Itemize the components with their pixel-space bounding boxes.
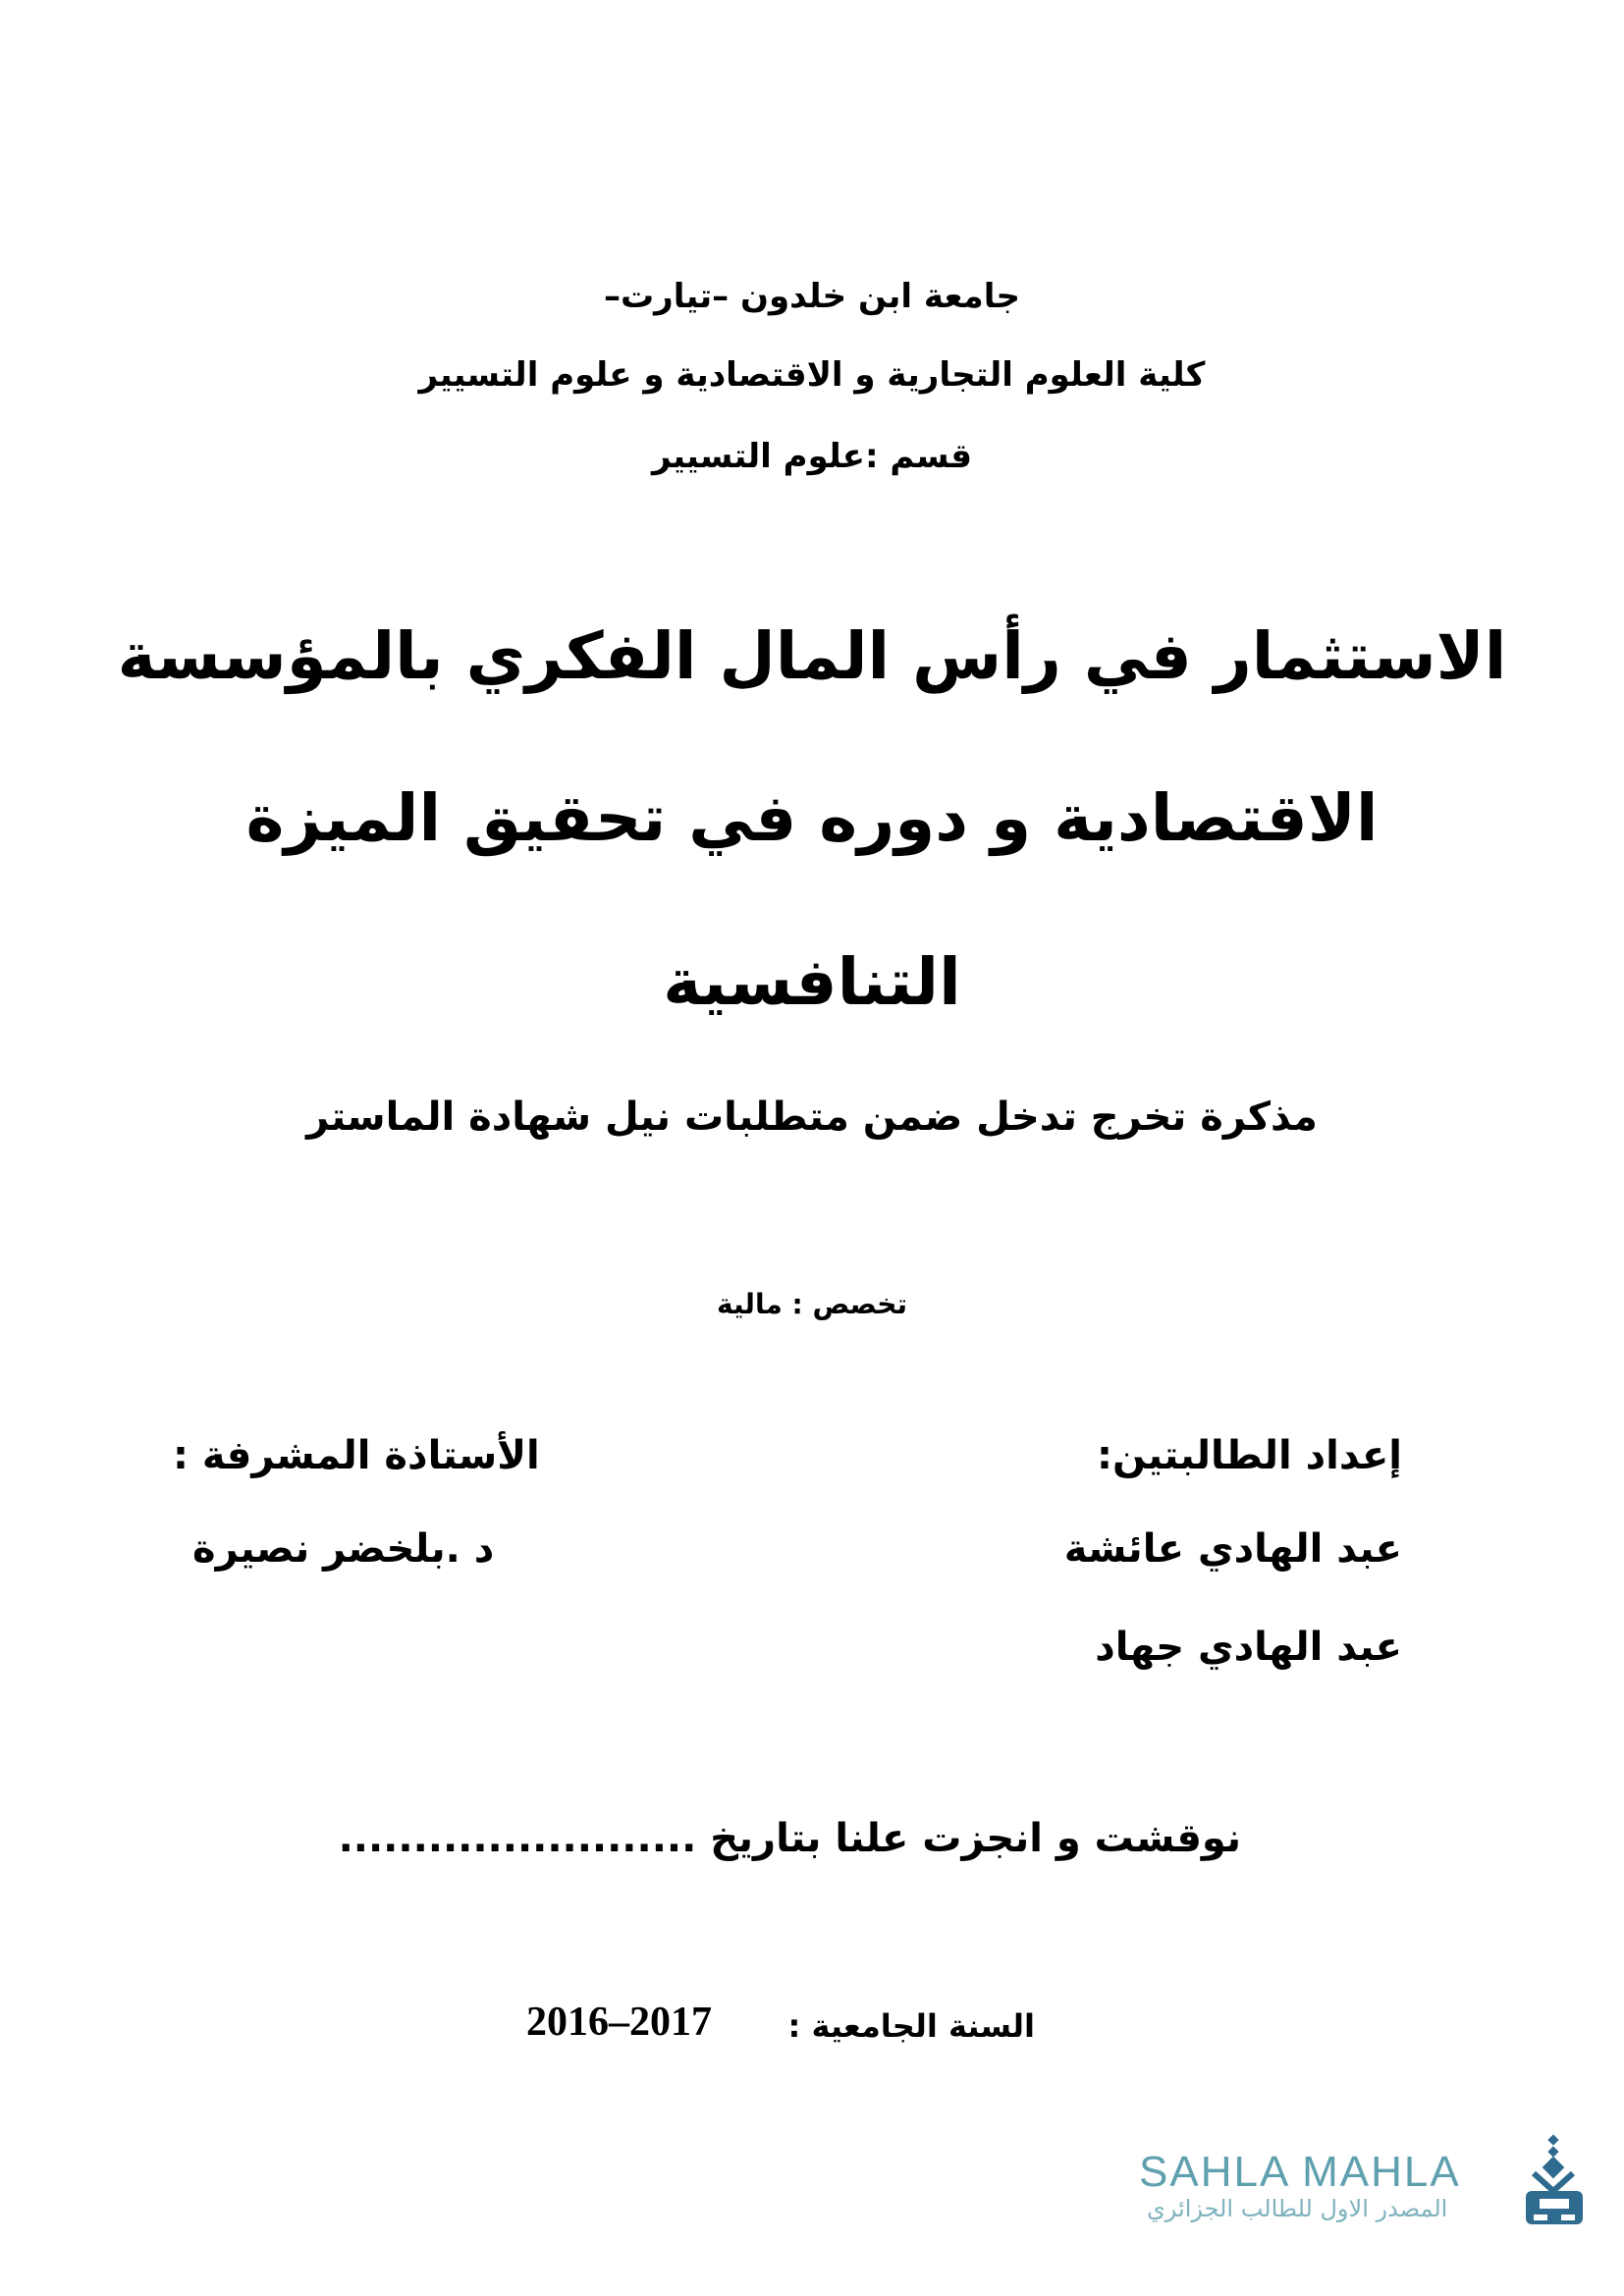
- academic-year-label: السنة الجامعية :: [787, 2007, 1035, 2045]
- supervisor-name: د .بلخضر نصيرة: [192, 1526, 495, 1572]
- students-label: إعداد الطالبتين:: [1096, 1433, 1402, 1478]
- university-name: جامعة ابن خلدون –تيارت–: [604, 277, 1020, 316]
- student-name: عبد الهادي جهاد: [1095, 1625, 1402, 1670]
- thesis-subtitle: مذكرة تخرج تدخل ضمن متطلبات نيل شهادة الماستر: [306, 1095, 1318, 1140]
- specialty: تخصص : مالية: [717, 1288, 907, 1320]
- thesis-title-line-3: التنافسية: [663, 944, 961, 1020]
- sahla-mahla-logo: [1139, 2130, 1591, 2238]
- logo-tagline: المصدر الاول للطالب الجزائري: [1147, 2195, 1448, 2222]
- thesis-title-line-2: الاقتصادية و دوره في تحقيق الميزة: [245, 780, 1379, 856]
- faculty-name: كلية العلوم التجارية و الاقتصادية و علوم التسيير: [418, 355, 1206, 395]
- thesis-title-line-1: الاستثمار في رأس المال الفكري بالمؤسسة: [117, 618, 1507, 694]
- supervisor-label: الأستاذة المشرفة :: [173, 1433, 540, 1478]
- student-name: عبد الهادي عائشة: [1063, 1526, 1402, 1572]
- department-name: قسم :علوم التسيير: [652, 437, 972, 476]
- logo-calligraphy-icon: [1520, 2134, 1589, 2232]
- academic-year-value: 2016–2017: [526, 2000, 712, 2045]
- defense-date: نوقشت و انجزت علنا بتاريخ ........................: [338, 1816, 1241, 1861]
- logo-name: SAHLA MAHLA: [1139, 2148, 1461, 2196]
